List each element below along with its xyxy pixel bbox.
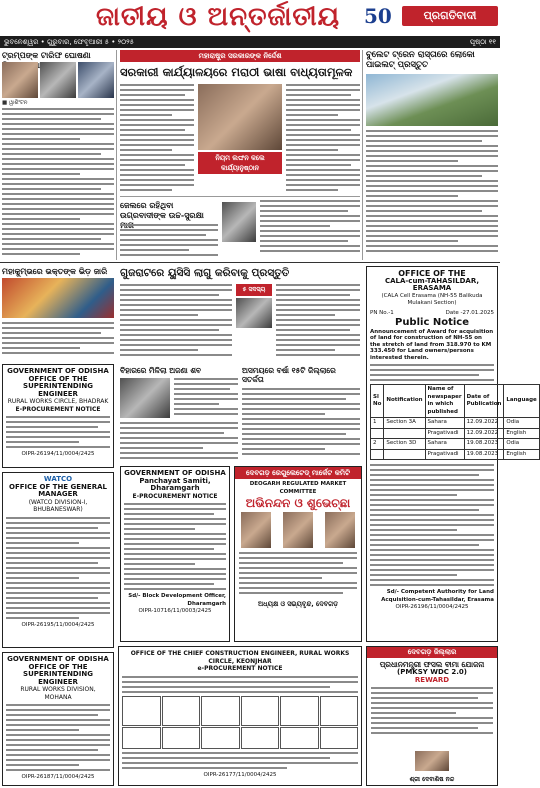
ucc-body-left xyxy=(120,284,232,359)
kumbh-photo xyxy=(2,278,114,318)
date-strip xyxy=(0,36,500,48)
ucc-headline: ଗୁଜରାଟରେ ୟୁସିସି ଲାଗୁ କରିବାକୁ ପ୍ରସ୍ତୁତି xyxy=(120,267,290,279)
table-cell: 12.09.2022 xyxy=(464,428,504,439)
pmksy-reward: REWARD xyxy=(414,675,450,684)
table-header-cell: Notification xyxy=(384,385,425,418)
table-cell: Sahara xyxy=(425,418,464,429)
table-cell: Odia xyxy=(504,418,539,429)
tender-sub: RURAL WORKS CIRCLE, BHADRAK xyxy=(7,398,109,405)
table-cell: English xyxy=(504,428,539,439)
table-cell xyxy=(384,428,425,439)
watco-title: WATCO xyxy=(43,475,73,483)
cala-org: CALA-cum-TAHASILDAR, ERASAMA xyxy=(384,276,480,292)
cce-oipr: OIPR-26177/11/0004/2425 xyxy=(203,771,277,778)
panchayat-gov-title: GOVERNMENT OF ODISHA xyxy=(124,469,226,477)
pmksy-code: (PMKSY WDC 2.0) xyxy=(397,668,467,676)
cm-photo xyxy=(198,84,282,150)
pmksy-ad xyxy=(366,646,498,786)
table-row xyxy=(371,449,540,460)
table-row xyxy=(371,428,540,439)
rwd-oipr: OIPR-26187/11/0004/2425 xyxy=(21,774,95,780)
panchayat-tender xyxy=(120,466,230,642)
watco-tender xyxy=(2,472,114,648)
table-cell: 19.08.2023 xyxy=(464,449,504,460)
panchayat-oipr: OIPR-10716/11/0003/2425 xyxy=(138,608,212,614)
page-number: ପୃଷ୍ଠା ୧୧ xyxy=(469,38,496,46)
terror-headline: ଜେଲରେ ରହିଥିବା ଉଗ୍ରବାଦୀଙ୍କ ଉଚ୍ଚ-ସୁରକ୍ଷା xyxy=(120,200,204,220)
newspaper-brand: ପ୍ରଗତିବାଦୀ xyxy=(402,6,498,26)
terror-body-right xyxy=(260,200,360,255)
pmksy-banner: ଦେବଗଡ଼ ଜିଲ୍ଲାର xyxy=(367,647,497,658)
table-cell: 19.08.2023 xyxy=(464,439,504,450)
table-header-cell: Sl No xyxy=(371,385,384,418)
official-photo-2 xyxy=(283,512,313,548)
trump-story xyxy=(2,50,114,260)
cce-title: OFFICE OF THE CHIEF CONSTRUCTION ENGINEER, RURAL WORKS CIRCLE, KEONJHAR xyxy=(130,650,350,665)
cala-signature: Sd/- Competent Authority for Land Acquisition-cum-Tahasildar, Erasama xyxy=(381,589,494,603)
marathi-photo-caption: ନିୟମ ଲଙ୍ଘନ କଲେ କାର୍ଯ୍ୟାନୁଷ୍ଠାନ xyxy=(198,152,282,174)
table-cell: 12.09.2022 xyxy=(464,418,504,429)
ucc-story xyxy=(120,284,360,364)
marathi-body-left xyxy=(120,84,194,194)
cala-public-notice xyxy=(366,266,537,642)
watco-sub: (WATCO DIVISION-I, BHUBANESWAR) xyxy=(28,498,88,513)
panchayat-notice: E-PROCUREMENT NOTICE xyxy=(132,492,218,500)
table-cell: Pragativadi xyxy=(425,428,464,439)
rain-story xyxy=(242,366,360,462)
bullet-train-headline: ବୁଲେଟ ଟ୍ରେନ ରାସ୍ତାରେ ଲୋକୋ ପାଇଲଟ୍ ପ୍ରସ୍ତୁତ xyxy=(366,50,475,70)
pmksy-person-photo xyxy=(415,751,449,771)
ucc-body-right xyxy=(276,284,360,359)
marathi-headline: ସରକାରୀ କାର୍ଯ୍ୟାଳୟରେ ମରାଠୀ ଭାଷା ବାଧ୍ୟତାମୂଳକ xyxy=(120,65,353,79)
cce-notice: e-PROCUREMENT NOTICE xyxy=(197,665,283,672)
table-cell: Section 3A xyxy=(384,418,425,429)
deogarh-rmc-ad xyxy=(234,466,362,642)
rwd-gov-title: GOVERNMENT OF ODISHA xyxy=(7,655,109,663)
table-cell: Section 3D xyxy=(384,439,425,450)
table-header-cell: Name of newspaper in which published xyxy=(425,385,464,418)
rwd-mohana-tender xyxy=(2,652,114,786)
kumbh-story xyxy=(2,266,114,360)
cala-oipr: OIPR-26196/11/0004/2425 xyxy=(395,604,469,610)
bihar-headline: ବିହାରରେ ମିଳିଲା ଅଜଣା ଶବ xyxy=(120,366,202,375)
terror-story xyxy=(120,200,360,260)
pmksy-headline: ପ୍ରଧାନମନ୍ତ୍ରୀ ଫସଲ ବୀମା ଯୋଜନା xyxy=(379,660,485,669)
pmksy-person: ଶ୍ରୀ ଦେବାଶିଷ ନନ୍ଦ xyxy=(409,775,455,783)
rwd-office: OFFICE OF THE SUPERINTENDING ENGINEER xyxy=(23,662,93,686)
tender-oipr: OIPR-26194/11/0004/2425 xyxy=(21,451,95,457)
terror-body-left xyxy=(120,224,218,259)
column-rule xyxy=(362,50,363,260)
cala-notice-no: PN No.-1 xyxy=(370,309,394,316)
table-cell: 1 xyxy=(371,418,384,429)
kumbh-headline: ମହାକୁମ୍ଭରେ ଭକ୍ତଙ୍କ ଭିଡ଼ ଜାରି xyxy=(2,266,108,276)
table-cell xyxy=(384,449,425,460)
cala-publication-table xyxy=(370,384,540,460)
bullet-train-story xyxy=(366,50,498,260)
leader-photo-1 xyxy=(2,62,38,98)
tender-notice: E-PROCUREMENT NOTICE xyxy=(15,405,101,413)
table-cell: Sahara xyxy=(425,439,464,450)
tender-gov-title: GOVERNMENT OF ODISHA xyxy=(7,367,109,375)
official-photo-3 xyxy=(325,512,355,548)
watco-office: OFFICE OF THE GENERAL MANAGER xyxy=(9,482,107,498)
section-rule xyxy=(120,196,360,197)
panchayat-signature: Sd/- Block Development Officer, Dharamgarh xyxy=(128,593,226,607)
fold-rule xyxy=(0,262,500,263)
table-header-cell: Language xyxy=(504,385,539,418)
cala-office: OFFICE OF THE xyxy=(398,269,466,278)
official-photo-1 xyxy=(241,512,271,548)
bihar-body xyxy=(174,378,238,418)
cala-intro: Announcement of Award for acquisition of land for construction of NH-55 on the stretch of land from 318.970 to KM 333.450 for Land owners/persons interested therein. xyxy=(370,328,494,361)
table-cell: Pragativadi xyxy=(425,449,464,460)
trump-body-text xyxy=(2,108,114,258)
deogarh-greeting: ଅଭିନନ୍ଦନ ଓ ଶୁଭେଚ୍ଛା xyxy=(245,496,351,510)
trump-dateline: ■ ୱାଶିଂଟନ xyxy=(2,100,28,106)
table-row xyxy=(371,418,540,429)
trump-headline: ଟ୍ରମ୍ପଙ୍କ ଟାରିଫ ଘୋଷଣା xyxy=(2,50,91,60)
ucc-badge: ୫ ସଦସ୍ୟ xyxy=(236,284,272,296)
ucc-photo xyxy=(236,298,272,328)
table-cell: Odia xyxy=(504,439,539,450)
table-row xyxy=(371,439,540,450)
table-cell: 2 xyxy=(371,439,384,450)
table-cell: English xyxy=(504,449,539,460)
deogarh-org-en: DEOGARH REGULATED MARKET COMMITTEE xyxy=(249,481,347,495)
cala-date: Date -27.01.2025 xyxy=(445,309,494,316)
deogarh-footer: ଅଧ୍ୟକ୍ଷ ଓ ସଭ୍ୟବୃନ୍ଦ, ଦେବଗଡ଼ xyxy=(258,599,338,608)
rain-headline: ଅସମୟରେ ବର୍ଷା ୧୫ଟି ଜିଲ୍ଲାରେ ସତର୍କତା xyxy=(242,366,336,384)
cala-notice-title: Public Notice xyxy=(394,317,470,328)
deogarh-banner: ଦେବଗଡ଼ ରେଗୁଲେଟେଡ୍ ମାର୍କେଟ କମିଟି xyxy=(235,467,361,479)
chief-construction-tender xyxy=(118,646,362,786)
marathi-kicker-text: ମହାରାଷ୍ଟ୍ର ସରକାରଙ୍କ ନିର୍ଦ୍ଦେଶ xyxy=(120,50,360,62)
masthead xyxy=(0,0,500,36)
accused-photo xyxy=(222,202,256,242)
marathi-body-right xyxy=(286,84,360,194)
dateline: ଭୁବନେଶ୍ୱର • ଗୁରୁବାର, ଫେବୃଆରୀ ୫ • ୨୦୨୫ xyxy=(4,38,134,46)
marathi-kicker xyxy=(120,50,360,62)
leader-photo-2 xyxy=(40,62,76,98)
rain-body xyxy=(242,388,360,458)
bihar-photo xyxy=(120,378,170,418)
bullet-train-body xyxy=(366,130,498,255)
railway-photo xyxy=(366,74,498,126)
page-section-title: ଜାତୀୟ ଓ ଅନ୍ତର୍ଜାତୀୟ xyxy=(96,2,341,32)
cala-sub: (CALA Cell Erasama (NH-55 Balikuda Mulakani Section) xyxy=(381,292,483,306)
leader-photo-3 xyxy=(78,62,114,98)
column-rule xyxy=(116,50,117,260)
marathi-story xyxy=(120,84,360,194)
panchayat-office: Panchayat Samiti, Dharamgarh xyxy=(139,476,211,492)
tender-office: OFFICE OF THE SUPERINTENDING ENGINEER xyxy=(23,374,93,398)
table-header-cell: Date of Publication xyxy=(464,385,504,418)
rwd-sub: RURAL WORKS DIVISION, MOHANA xyxy=(20,686,96,701)
super-engineer-tender xyxy=(2,364,114,468)
table-cell xyxy=(371,449,384,460)
bihar-story xyxy=(120,366,238,462)
kumbh-body xyxy=(2,322,114,357)
bihar-body-2 xyxy=(120,422,238,462)
watco-oipr: OIPR-26195/11/0004/2425 xyxy=(21,621,95,628)
table-cell xyxy=(371,428,384,439)
cce-table xyxy=(122,696,358,749)
anniversary-logo: 50 xyxy=(364,4,392,28)
